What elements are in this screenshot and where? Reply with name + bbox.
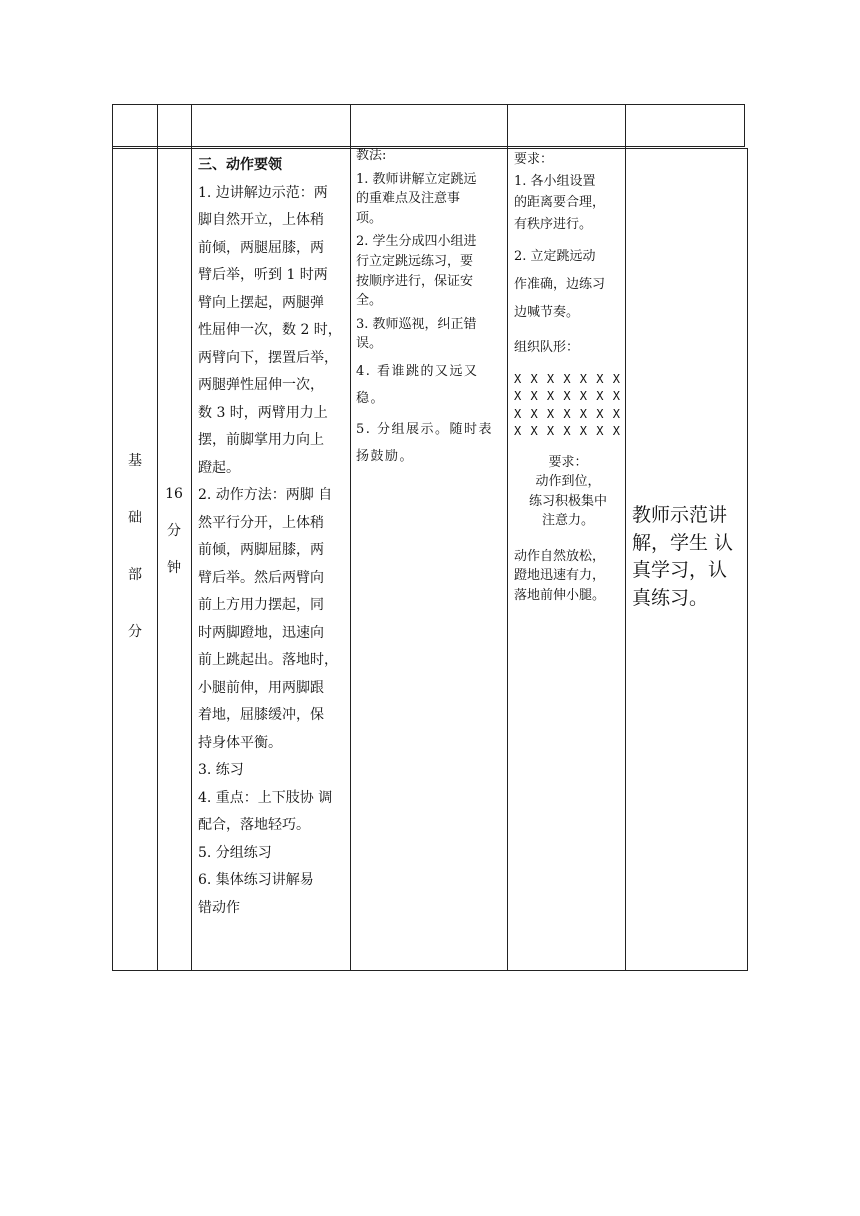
teaching-line: 行立定跳远练习，要 — [356, 253, 474, 269]
requirement-line: 有秩序进行。 — [514, 216, 593, 232]
student-activity-cell — [632, 502, 744, 612]
teaching-item-4 — [356, 358, 502, 412]
teaching-line: 扬鼓励。 — [356, 448, 415, 464]
content-line: 6. 集体练习讲解易 — [198, 872, 314, 888]
content-line: 前上方用力摆起，同 — [198, 597, 324, 613]
formation-row: X X X X X X X — [514, 424, 621, 438]
content-line: 然平行分开，上体稍 — [198, 514, 324, 531]
table-bottom-border — [112, 970, 748, 971]
requirements-cell — [514, 149, 622, 605]
content-line: 两腿弹性屈伸一次， — [198, 377, 324, 393]
second-requirement-line: 动作到位， — [535, 474, 601, 489]
content-line: 5. 分组练习 — [198, 844, 272, 861]
content-line: 2. 动作方法：两脚 自 — [198, 487, 333, 503]
column-divider-5 — [625, 104, 626, 971]
content-line: 小腿前伸，用两脚跟 — [198, 679, 324, 696]
teaching-line: 全。 — [356, 293, 383, 309]
content-line: 4. 重点：上下肢协 调 — [198, 789, 333, 806]
header-cell-1 — [159, 106, 189, 144]
header-cell-5 — [627, 106, 743, 144]
second-requirement-line: 练习积极集中 — [528, 493, 607, 509]
teaching-item-5 — [356, 416, 502, 470]
section-time-cell — [158, 482, 190, 593]
movement-tip-line: 蹬地迅速有力， — [514, 568, 606, 583]
second-requirements-heading: 要求： — [548, 454, 588, 470]
content-line: 性屈伸一次，数 2 时， — [198, 322, 342, 338]
teaching-line: 稳。 — [356, 390, 386, 406]
column-divider-3 — [350, 104, 351, 971]
content-line: 持身体平衡。 — [198, 734, 282, 751]
teaching-line: 按顺序进行，保证安 — [356, 273, 474, 289]
requirement-line: 1. 各小组设置 — [514, 173, 596, 189]
teaching-line: 的重难点及注意事 — [356, 191, 461, 207]
content-line: 臂向上摆起，两腿弹 — [198, 294, 324, 311]
header-cell-4 — [509, 106, 623, 144]
formation-label: 组织队形： — [514, 340, 580, 355]
time-char: 钟 — [167, 560, 181, 576]
student-activity-line: 真学习，认 — [632, 559, 728, 581]
teaching-item-3 — [356, 315, 502, 354]
header-cell-0 — [114, 106, 156, 144]
body-right-border — [747, 148, 748, 971]
teaching-line: 2. 学生分成四小组进 — [356, 234, 477, 250]
section-name-char: 分 — [128, 624, 142, 640]
formation-row: X X X X X X X — [514, 371, 621, 386]
content-line: 数 3 时，两臂用力上 — [198, 404, 328, 421]
content-cell — [198, 152, 346, 922]
teaching-method-cell — [356, 146, 502, 474]
content-line: 臂后举，听到 1 时两 — [198, 267, 328, 283]
movement-tip-line: 动作自然放松， — [514, 548, 606, 564]
column-divider-4 — [507, 104, 508, 971]
student-activity-line: 教师示范讲 — [632, 504, 728, 526]
teaching-line: 误。 — [356, 336, 383, 352]
content-line: 前倾，两脚屈膝，两 — [198, 542, 324, 558]
section-name-char: 基 — [128, 453, 142, 469]
content-line: 脚自然开立，上体稍 — [198, 212, 324, 228]
content-line: 配合，落地轻巧。 — [198, 817, 310, 833]
teaching-item-1 — [356, 170, 502, 229]
teaching-line: 4. 看谁跳的又远又 — [356, 363, 479, 379]
header-row-top-border — [112, 104, 745, 105]
requirement-line: 的距离要合理， — [514, 195, 606, 210]
content-line: 前倾，两腿屈膝，两 — [198, 239, 324, 256]
time-char: 16 — [165, 486, 183, 502]
content-line: 3. 练习 — [198, 762, 244, 778]
second-requirement-line: 注意力。 — [541, 513, 594, 528]
section-name-char: 础 — [128, 510, 142, 526]
movement-tip-line: 落地前伸小腿。 — [514, 587, 606, 603]
formation-row: X X X X X X X — [514, 389, 621, 403]
header-cell-3 — [352, 106, 505, 144]
student-activity-line: 解，学生 认 — [632, 531, 734, 554]
teaching-line: 项。 — [356, 210, 383, 226]
header-right-border — [744, 104, 745, 147]
requirements-heading: 要求： — [514, 152, 554, 167]
teaching-line: 1. 教师讲解立定跳远 — [356, 171, 477, 187]
content-line: 错动作 — [198, 899, 240, 916]
formation-row: X X X X X X X — [514, 406, 621, 421]
content-line: 摆，前脚掌用力向上 — [198, 432, 324, 448]
content-line: 两臂向下，摆置后举， — [198, 349, 338, 366]
section-name-cell — [113, 444, 157, 672]
time-char: 分 — [167, 523, 181, 539]
column-divider-2 — [191, 104, 192, 971]
teaching-heading: 教法: — [356, 148, 387, 163]
content-line: 着地，屈膝缓冲，保 — [198, 707, 324, 723]
content-line: 1. 边讲解边示范：两 — [198, 184, 328, 201]
content-line: 前上跳起出。落地时， — [198, 652, 338, 668]
requirement-line: 边喊节奏。 — [514, 305, 580, 320]
section-name-char: 部 — [128, 567, 142, 583]
teaching-item-2 — [356, 232, 502, 310]
student-activity-line: 真练习。 — [632, 586, 709, 609]
content-title: 三、动作要领 — [198, 157, 282, 173]
content-line: 时两脚蹬地，迅速向 — [198, 624, 324, 641]
content-line: 臂后举。然后两臂向 — [198, 569, 324, 586]
teaching-line: 3. 教师巡视，纠正错 — [356, 316, 477, 332]
header-cell-2 — [193, 106, 348, 144]
requirement-line: 2. 立定跳远动 — [514, 249, 596, 264]
teaching-line: 5. 分组展示。随时表 — [356, 421, 494, 437]
requirement-line: 作准确，边练习 — [514, 277, 606, 292]
content-line: 蹬起。 — [198, 459, 240, 476]
